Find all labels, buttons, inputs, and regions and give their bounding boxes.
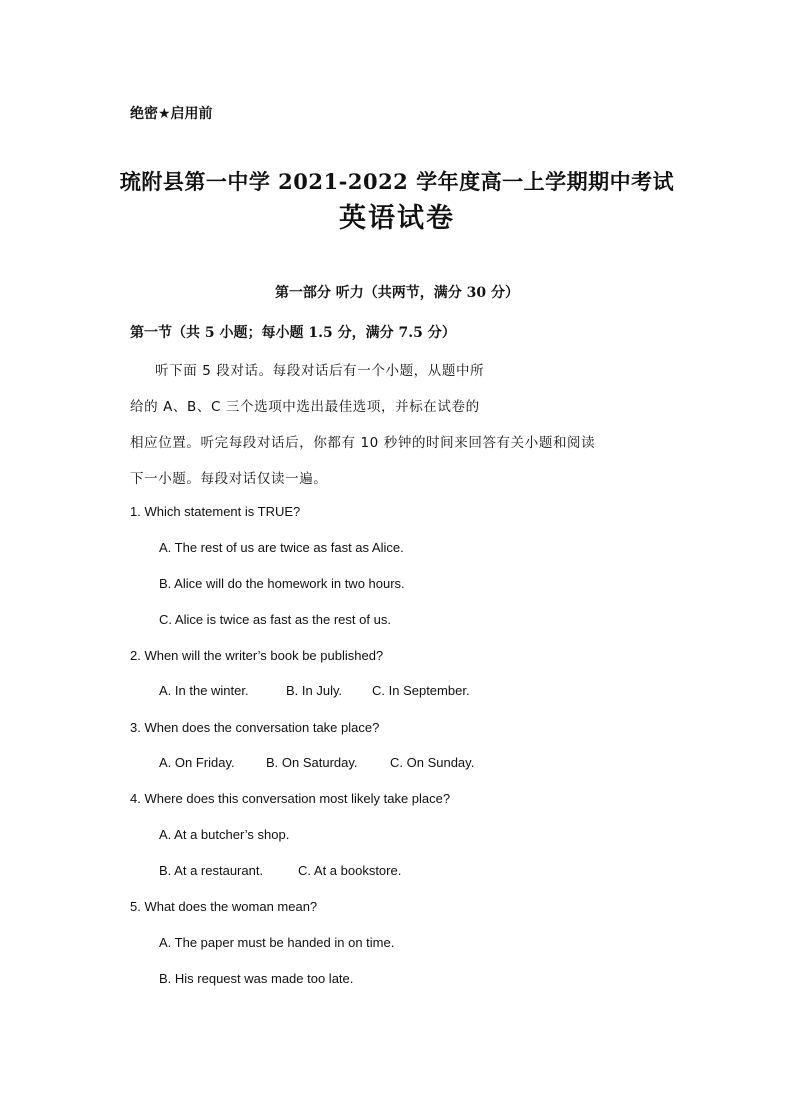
answer-option: A. In the winter. [159,683,249,698]
question-stem: 1. Which statement is TRUE? [130,504,301,519]
question-stem: 3. When does the conversation take place? [130,720,380,735]
question-stem: 4. Where does this conversation most likely take place? [130,791,451,806]
answer-option: A. The rest of us are twice as fast as Alice. [159,540,404,555]
answer-option: C. At a bookstore. [298,863,402,878]
instruction-line: 给的 A、B、C 三个选项中选出最佳选项，并标在试卷的 [130,399,480,415]
answer-option: C. On Sunday. [390,755,475,770]
exam-title: 琉附县第一中学 2021-2022 学年度高一上学期期中考试 [119,169,675,194]
part-heading: 第一部分 听力（共两节，满分 30 分） [274,285,520,301]
instruction-line: 相应位置。听完每段对话后，你都有 10 秒钟的时间来回答有关小题和阅读 [130,435,596,451]
answer-option: B. On Saturday. [266,755,358,770]
section-heading: 第一节（共 5 小题；每小题 1.5 分，满分 7.5 分） [130,325,456,341]
instruction-line: 下一小题。每段对话仅读一遍。 [130,471,328,487]
answer-option: B. Alice will do the homework in two hours. [159,576,405,591]
question-stem: 5. What does the woman mean? [130,899,318,914]
answer-option: A. On Friday. [159,755,235,770]
answer-option: B. His request was made too late. [159,971,354,986]
exam-subject-title: 英语试卷 [339,203,455,234]
answer-option: A. The paper must be handed in on time. [159,935,395,950]
answer-option: C. Alice is twice as fast as the rest of us. [159,612,391,627]
answer-option: B. At a restaurant. [159,863,264,878]
answer-option: A. At a butcher’s shop. [159,827,290,842]
answer-option: B. In July. [286,683,343,698]
question-stem: 2. When will the writer’s book be published? [130,648,384,663]
answer-option: C. In September. [372,683,470,698]
instruction-line: 听下面 5 段对话。每段对话后有一个小题，从题中所 [155,363,485,379]
confidential-label: 绝密★启用前 [130,106,213,122]
